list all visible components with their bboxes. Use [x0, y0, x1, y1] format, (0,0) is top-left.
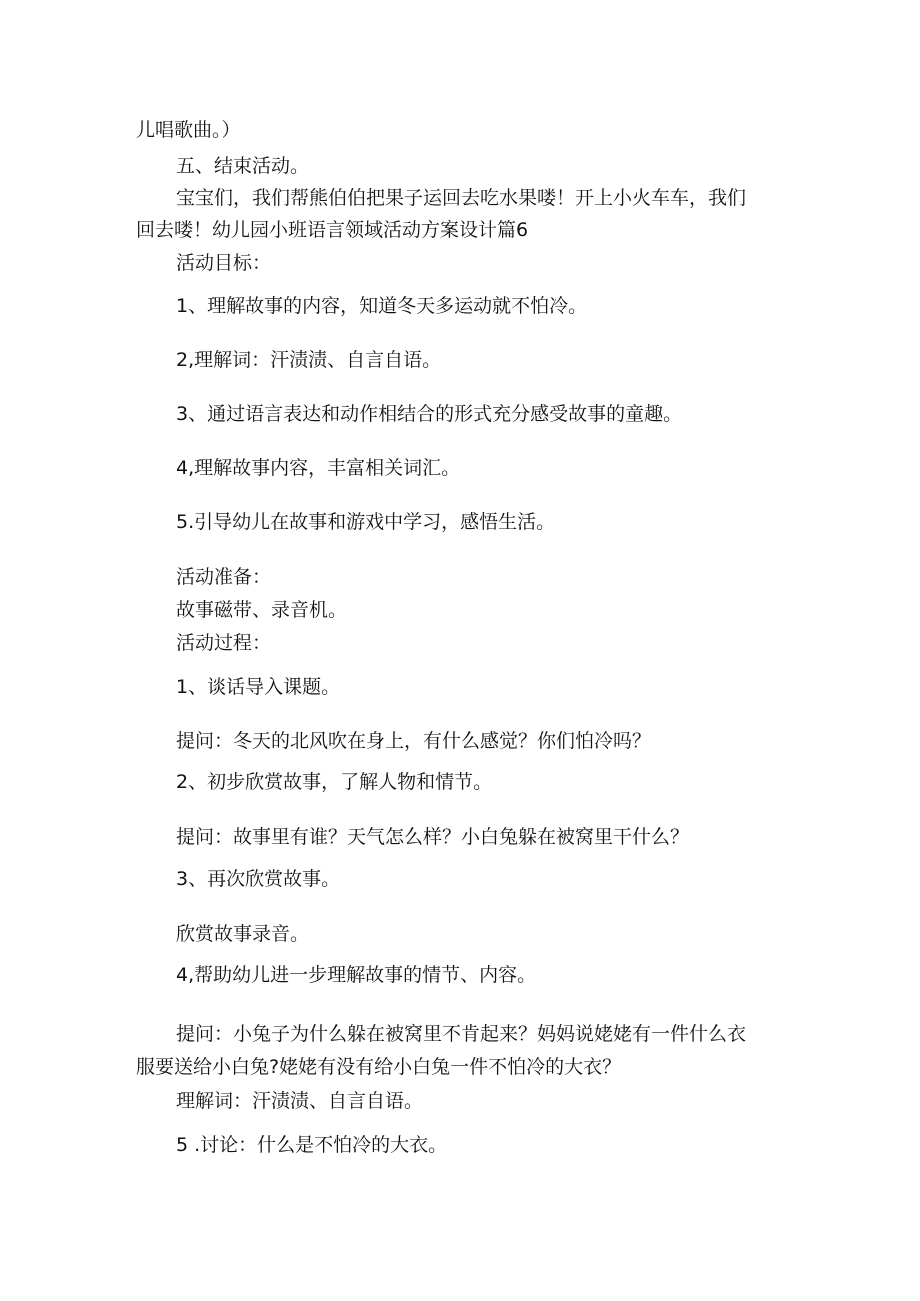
list-item: 4,理解故事内容，丰富相关词汇。 [176, 457, 461, 479]
list-item: 3、再次欣赏故事。 [176, 868, 341, 890]
text-line: 欣赏故事录音。 [176, 923, 310, 945]
text-line: 提问：冬天的北风吹在身上，有什么感觉？你们怕冷吗？ [176, 730, 652, 752]
list-item: 2,理解词：汗渍渍、自言自语。 [176, 349, 442, 371]
section-heading: 活动目标： [176, 252, 272, 274]
text-line: 理解词：汗渍渍、自言自语。 [176, 1090, 424, 1112]
text-line: 故事磁带、录音机。 [176, 599, 348, 621]
section-heading: 活动过程： [176, 632, 272, 654]
list-item: 4,帮助幼儿进一步理解故事的情节、内容。 [176, 964, 537, 986]
section-heading: 活动准备： [176, 566, 272, 588]
text-line: 回去喽！幼儿园小班语言领域活动方案设计篇6 [136, 219, 529, 241]
list-item: 2、初步欣赏故事，了解人物和情节。 [176, 771, 493, 793]
list-item: 5.引导幼儿在故事和游戏中学习，感悟生活。 [176, 511, 556, 533]
text-line: 儿唱歌曲。） [136, 119, 241, 141]
text-line: 提问：故事里有谁？天气怎么样？小白兔躲在被窝里干什么？ [176, 826, 690, 848]
text-line: 服要送给小白兔?姥姥有没有给小白兔一件不怕冷的大衣？ [136, 1056, 622, 1078]
list-item: 5 .讨论：什么是不怕冷的大衣。 [176, 1134, 448, 1156]
section-heading: 五、结束活动。 [176, 155, 310, 177]
text-line: 提问：小兔子为什么躲在被窝里不肯起来？妈妈说姥姥有一件什么衣 [176, 1023, 747, 1045]
text-line: 宝宝们，我们帮熊伯伯把果子运回去吃水果喽！开上小火车车，我们 [176, 187, 747, 209]
list-item: 3、通过语言表达和动作相结合的形式充分感受故事的童趣。 [176, 403, 683, 425]
list-item: 1、理解故事的内容，知道冬天多运动就不怕冷。 [176, 295, 588, 317]
list-item: 1、谈话导入课题。 [176, 676, 341, 698]
